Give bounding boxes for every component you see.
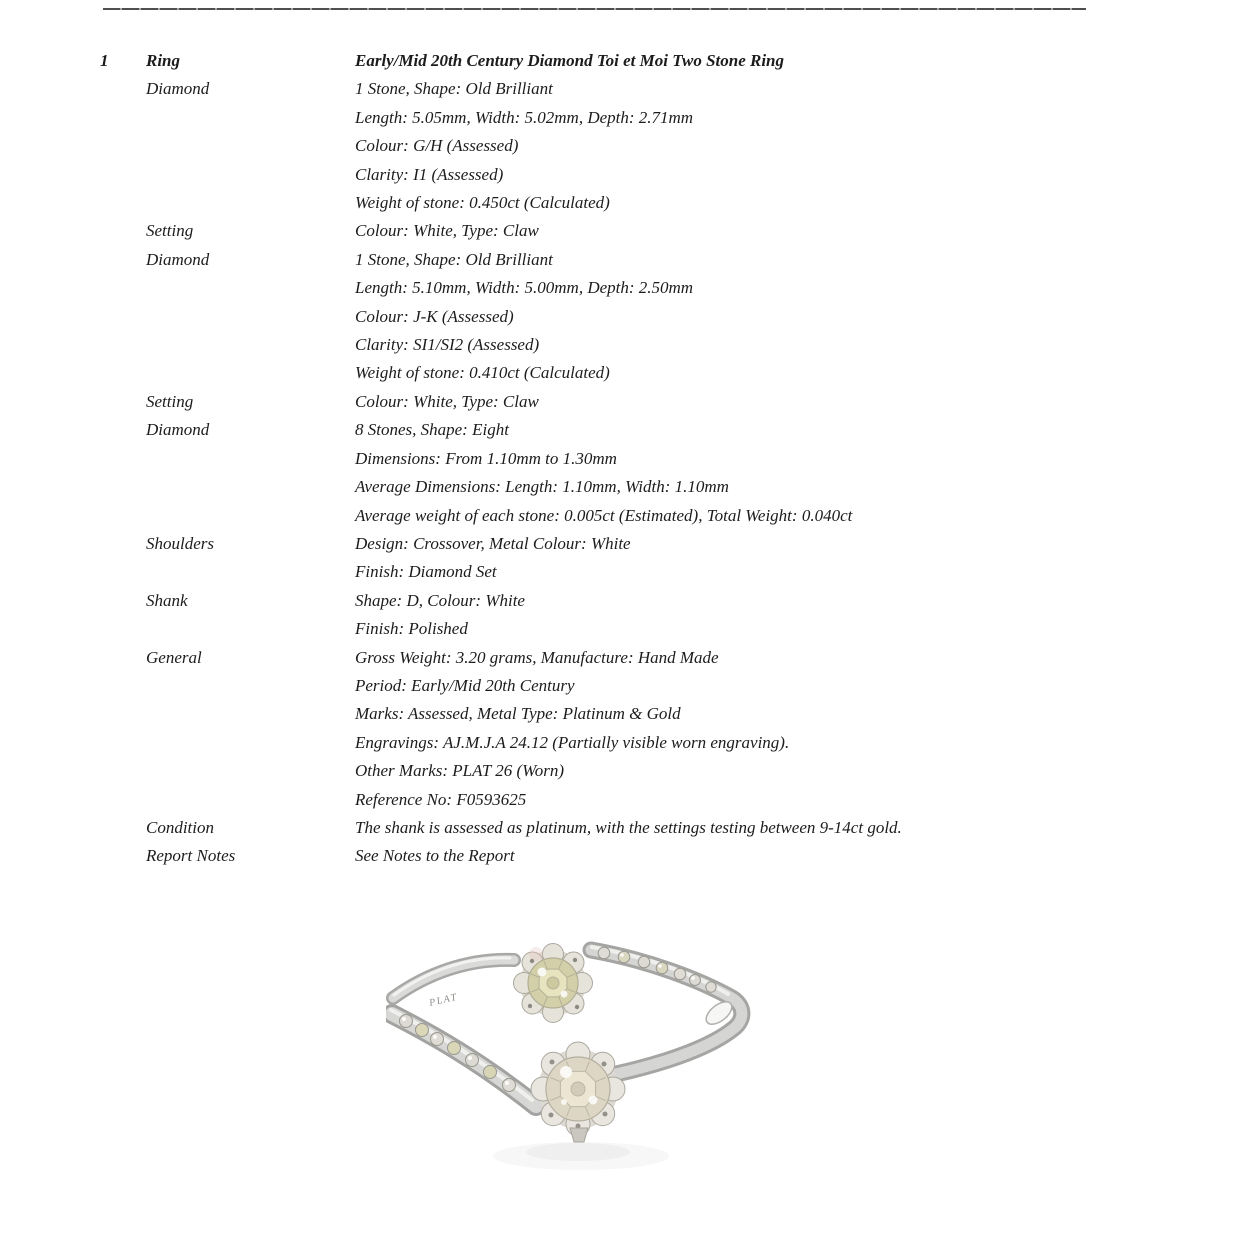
engraving-text: PLAT: [428, 991, 459, 1009]
item-number-spacer: [100, 416, 146, 444]
item-number-spacer: [100, 274, 146, 302]
item-number-spacer: [100, 644, 146, 672]
detail-text: 8 Stones, Shape: Eight: [355, 420, 509, 440]
detail-row: [0, 445, 1240, 473]
section-label: [146, 331, 355, 359]
section-label: [146, 729, 355, 757]
item-number-spacer: [100, 473, 146, 501]
item-number-spacer: [100, 814, 146, 842]
item-number-spacer: [100, 729, 146, 757]
section-label: [146, 672, 355, 700]
section-label: [146, 104, 355, 132]
section-label: [146, 786, 355, 814]
detail-row: [0, 814, 1240, 842]
item-number-spacer: [100, 75, 146, 103]
section-label: [146, 615, 355, 643]
detail-text: 1 Stone, Shape: Old Brilliant: [355, 79, 553, 99]
detail-text: Colour: J-K (Assessed): [355, 306, 514, 326]
detail-text: The shank is assessed as platinum, with the settings testing between 9-14ct gold.: [355, 817, 902, 837]
section-label: General: [146, 647, 202, 667]
detail-row: [0, 217, 1240, 245]
bottom-stone: [531, 1042, 625, 1142]
item-number-spacer: [100, 445, 146, 473]
detail-text: Period: Early/Mid 20th Century: [355, 675, 575, 695]
detail-row: [0, 615, 1240, 643]
item-number-spacer: [100, 246, 146, 274]
detail-row: [0, 274, 1240, 302]
detail-row: [0, 502, 1240, 530]
item-number-spacer: [100, 217, 146, 245]
section-label: Diamond: [146, 420, 210, 440]
item-number-spacer: [100, 672, 146, 700]
item-number-spacer: [100, 700, 146, 728]
item-number-spacer: [100, 303, 146, 331]
item-details-table: [0, 47, 1240, 871]
item-number-spacer: [100, 558, 146, 586]
top-stone: [514, 944, 593, 1023]
item-number-spacer: [100, 331, 146, 359]
section-label: Diamond: [146, 249, 210, 269]
detail-row: [0, 558, 1240, 586]
item-number-spacer: [100, 104, 146, 132]
section-label: Setting: [146, 391, 194, 411]
detail-row: [0, 416, 1240, 444]
ring-photo: [386, 902, 801, 1237]
detail-row: [0, 842, 1240, 870]
detail-text: Marks: Assessed, Metal Type: Platinum & Gold: [355, 704, 681, 724]
detail-text: Finish: Polished: [355, 619, 468, 639]
detail-text: 1 Stone, Shape: Old Brilliant: [355, 249, 553, 269]
detail-row: [0, 644, 1240, 672]
detail-text: Colour: G/H (Assessed): [355, 136, 519, 156]
detail-text: Colour: White, Type: Claw: [355, 221, 539, 241]
section-label: Shoulders: [146, 533, 214, 553]
item-number-spacer: [100, 587, 146, 615]
detail-row: [0, 303, 1240, 331]
detail-row: [0, 246, 1240, 274]
section-label: [146, 558, 355, 586]
detail-text: See Notes to the Report: [355, 846, 515, 866]
detail-row: [0, 530, 1240, 558]
section-label: [146, 359, 355, 387]
detail-row: [0, 189, 1240, 217]
detail-text: Dimensions: From 1.10mm to 1.30mm: [355, 448, 617, 468]
detail-row: [0, 331, 1240, 359]
detail-row: [0, 132, 1240, 160]
item-number-spacer: [100, 842, 146, 870]
ring-photo-illustration: [386, 902, 801, 1237]
detail-row: [0, 729, 1240, 757]
detail-text: Weight of stone: 0.410ct (Calculated): [355, 363, 610, 383]
detail-text: Length: 5.05mm, Width: 5.02mm, Depth: 2.71mm: [355, 107, 694, 127]
detail-text: Design: Crossover, Metal Colour: White: [355, 533, 631, 553]
top-divider-line: [103, 8, 1086, 10]
detail-row: [0, 587, 1240, 615]
section-label: [146, 502, 355, 530]
item-number-spacer: [100, 161, 146, 189]
detail-text: Weight of stone: 0.450ct (Calculated): [355, 193, 610, 213]
item-number-spacer: [100, 530, 146, 558]
section-label: [146, 473, 355, 501]
section-label: [146, 700, 355, 728]
detail-row: [0, 473, 1240, 501]
detail-text: Reference No: F0593625: [355, 789, 527, 809]
detail-row: [0, 75, 1240, 103]
item-number-spacer: [100, 502, 146, 530]
item-number-spacer: [100, 615, 146, 643]
section-label: [146, 757, 355, 785]
section-label: [146, 161, 355, 189]
item-number-spacer: [100, 786, 146, 814]
item-title: Early/Mid 20th Century Diamond Toi et Moi Two Stone Ring: [355, 51, 785, 70]
item-category: Ring: [146, 51, 181, 70]
detail-text: Length: 5.10mm, Width: 5.00mm, Depth: 2.50mm: [355, 278, 694, 298]
detail-text: Gross Weight: 3.20 grams, Manufacture: Hand Made: [355, 647, 719, 667]
bottom-stone-claw-base: [570, 1128, 588, 1142]
section-label: Shank: [146, 590, 188, 610]
detail-text: Clarity: I1 (Assessed): [355, 164, 504, 184]
item-number-spacer: [100, 132, 146, 160]
section-label: [146, 445, 355, 473]
detail-text: Clarity: SI1/SI2 (Assessed): [355, 335, 540, 355]
section-label: Report Notes: [146, 846, 236, 866]
detail-row: [0, 672, 1240, 700]
detail-text: Average Dimensions: Length: 1.10mm, Width: 1.10mm: [355, 477, 729, 497]
detail-text: Shape: D, Colour: White: [355, 590, 525, 610]
item-number: 1: [100, 51, 109, 70]
section-label: Diamond: [146, 79, 210, 99]
detail-text: Other Marks: PLAT 26 (Worn): [355, 761, 565, 781]
item-number-spacer: [100, 189, 146, 217]
detail-text: Average weight of each stone: 0.005ct (Estimated), Total Weight: 0.040ct: [355, 505, 853, 525]
item-header-row: [0, 47, 1240, 75]
detail-text: Finish: Diamond Set: [355, 562, 497, 582]
ring-shadow: [493, 1142, 669, 1170]
detail-row: [0, 388, 1240, 416]
detail-text: Engravings: AJ.M.J.A 24.12 (Partially visible worn engraving).: [355, 732, 790, 752]
section-label: Setting: [146, 221, 194, 241]
section-label: [146, 274, 355, 302]
detail-row: [0, 786, 1240, 814]
section-label: [146, 189, 355, 217]
detail-row: [0, 104, 1240, 132]
detail-text: Colour: White, Type: Claw: [355, 391, 539, 411]
detail-row: [0, 161, 1240, 189]
item-number-spacer: [100, 757, 146, 785]
section-label: Condition: [146, 817, 215, 837]
item-number-spacer: [100, 359, 146, 387]
detail-row: [0, 757, 1240, 785]
detail-row: [0, 359, 1240, 387]
item-number-spacer: [100, 388, 146, 416]
section-label: [146, 303, 355, 331]
detail-row: [0, 700, 1240, 728]
section-label: [146, 132, 355, 160]
